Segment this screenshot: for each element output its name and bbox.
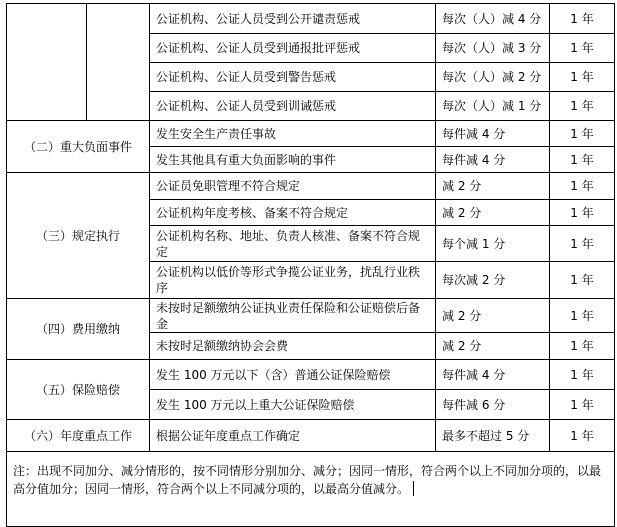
deduction-cell: 每件减 4 分: [436, 121, 550, 147]
category-cell: （四）费用缴纳: [7, 299, 150, 360]
category-cell-blank: [7, 4, 87, 121]
deduction-cell: 每件减 6 分: [436, 390, 550, 420]
term-cell: 1 年: [550, 63, 615, 92]
item-cell: 未按时足额缴纳公证执业责任保险和公证赔偿后备金: [150, 299, 436, 333]
table-row: [7, 121, 615, 147]
category-cell: （二）重大负面事件: [7, 121, 150, 173]
item-cell: 公证机构、公证人员受到公开谴责惩戒: [150, 4, 436, 34]
deduction-cell: 最多不超过 5 分: [436, 420, 550, 452]
deduction-cell: 每件减 4 分: [436, 360, 550, 390]
term-cell: 1 年: [550, 200, 615, 226]
item-cell: 公证员免职管理不符合规定: [150, 173, 436, 200]
term-cell: 1 年: [550, 121, 615, 147]
item-cell: 未按时足额缴纳协会会费: [150, 333, 436, 360]
term-cell: 1 年: [550, 226, 615, 262]
text-cursor: [413, 481, 414, 496]
term-cell: 1 年: [550, 147, 615, 173]
table-row: [7, 4, 615, 34]
note-text: 注：出现不同加分、减分情形的，按不同情形分别加分、减分；因同一情形，符合两个以上不同加分项的，以最高分值加分；因同一情形，符合两个以上不同减分项的，以最高分值减分。: [13, 464, 602, 496]
deduction-cell: 每次（人）减 1 分: [436, 92, 550, 121]
term-cell: 1 年: [550, 92, 615, 121]
category-cell: （三）规定执行: [7, 173, 150, 299]
deduction-cell: 减 2 分: [436, 299, 550, 333]
deduction-cell: 每个减 1 分: [436, 226, 550, 262]
term-cell: 1 年: [550, 262, 615, 299]
item-cell: 公证机构年度考核、备案不符合规定: [150, 200, 436, 226]
deduction-table: [6, 3, 615, 527]
table-row: [7, 360, 615, 390]
deduction-cell: 每次减 2 分: [436, 262, 550, 299]
table-row: [7, 173, 615, 200]
term-cell: 1 年: [550, 390, 615, 420]
item-cell: 发生 100 万元以下（含）普通公证保险赔偿: [150, 360, 436, 390]
item-cell: 公证机构以低价等形式争揽公证业务，扰乱行业秩序: [150, 262, 436, 299]
deduction-cell: 减 2 分: [436, 200, 550, 226]
item-cell: 公证机构名称、地址、负责人核准、备案不符合规定: [150, 226, 436, 262]
category-cell: （五）保险赔偿: [7, 360, 150, 420]
deduction-cell: 减 2 分: [436, 173, 550, 200]
term-cell: 1 年: [550, 173, 615, 200]
term-cell: 1 年: [550, 299, 615, 333]
item-cell: 公证机构、公证人员受到通报批评惩戒: [150, 34, 436, 63]
term-cell: 1 年: [550, 333, 615, 360]
note-cell[interactable]: [7, 452, 615, 527]
item-cell: 公证机构、公证人员受到训诫惩戒: [150, 92, 436, 121]
table-row: [7, 420, 615, 452]
term-cell: 1 年: [550, 34, 615, 63]
term-cell: 1 年: [550, 420, 615, 452]
item-cell: 根据公证年度重点工作确定: [150, 420, 436, 452]
deduction-cell: 减 2 分: [436, 333, 550, 360]
note-row: [7, 452, 615, 527]
item-cell: 发生其他具有重大负面影响的事件: [150, 147, 436, 173]
deduction-cell: 每次（人）减 4 分: [436, 4, 550, 34]
subcategory-cell-blank: [87, 4, 150, 121]
deduction-cell: 每次（人）减 3 分: [436, 34, 550, 63]
score-table-container: [6, 3, 614, 527]
term-cell: 1 年: [550, 4, 615, 34]
category-cell: （六）年度重点工作: [7, 420, 150, 452]
item-cell: 公证机构、公证人员受到警告惩戒: [150, 63, 436, 92]
table-row: [7, 299, 615, 333]
deduction-cell: 每件减 4 分: [436, 147, 550, 173]
term-cell: 1 年: [550, 360, 615, 390]
deduction-cell: 每次（人）减 2 分: [436, 63, 550, 92]
item-cell: 发生安全生产责任事故: [150, 121, 436, 147]
item-cell: 发生 100 万元以上重大公证保险赔偿: [150, 390, 436, 420]
